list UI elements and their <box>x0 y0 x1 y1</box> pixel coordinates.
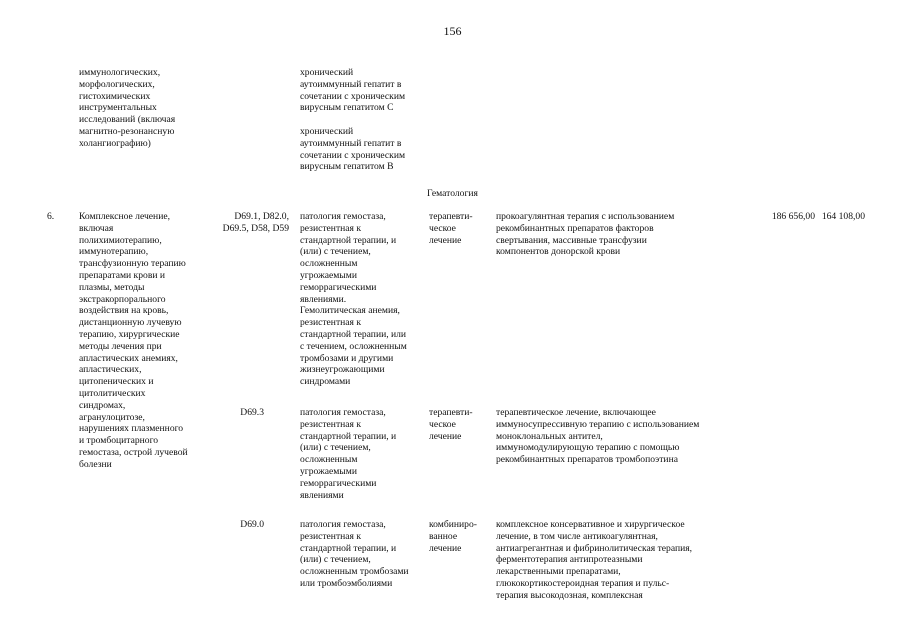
row-2-condition: патология гемостаза, резистентная к стандартной терапии, и (или) с течением, осложненным угрожаемыми геморрагическими явлениями <box>300 407 397 501</box>
row-1-codes: D69.1, D82.0, D69.5, D58, D59 <box>222 211 289 234</box>
row-2-type: терапевти- ческое лечение <box>429 407 473 442</box>
row-2-method: терапевтическое лечение, включающее иммуносупрессивную терапию с использованием моноклональных антител, иммуномодулирующую терапию с помощью рекомбинантных препаратов тромбопоэтина <box>496 407 700 466</box>
row-3-codes: D69.0 <box>240 519 264 530</box>
row-3-method: комплексное консервативное и хирургическое лечение, в том числе антикоагулянтная, антиагрегантная и фибринолитическая терапия, ферментотерапия антипротеазными лекарственными препаратами, глюкокортикостероидная терапия и пульс- терапия высокодозная, комплексная <box>496 519 693 601</box>
methods-continuation: иммунологических, морфологических, гистохимических инструментальных исследований (включая магнитно-резонансную холангиографию) <box>79 67 176 149</box>
entry-number: 6. <box>47 211 55 222</box>
row-1-method: прокоагулянтная терапия с использованием рекомбинантных препаратов факторов свертывания, массивные трансфузии компонентов донорской крови <box>496 211 675 258</box>
conditions-continuation: хронический аутоиммунный гепатит в сочетании с хроническим вирусным гепатитом С хронический аутоиммунный гепатит в сочетании с хроническим вирусным гепатитом В <box>300 67 406 173</box>
section-title: Гематология <box>427 188 478 199</box>
row-3-type: комбиниро- ванное лечение <box>429 519 477 554</box>
price-1: 186 656,00 <box>771 211 815 222</box>
row-1-type: терапевти- ческое лечение <box>429 211 473 246</box>
row-2-codes: D69.3 <box>240 407 264 418</box>
page-number: 156 <box>443 24 462 38</box>
price-2: 164 108,00 <box>821 211 865 222</box>
entry-description: Комплексное лечение, включая полихимиотерапию, иммунотерапию, трансфузионную терапию препаратами крови и плазмы, методы экстракорпорального воздействия на кровь, дистанционную лучевую терапию, хирургические методы лечения при апластических анемиях, апластических, цитопенических и цитолитических синдромах, агранулоцитозе, нарушениях плазменного и тромбоцитарного гемостаза, острой лучевой болезни <box>79 211 188 470</box>
row-1-condition: патология гемостаза, резистентная к стандартной терапии, и (или) с течением, осложненным угрожаемыми геморрагическими явлениями. Гемолитическая анемия, резистентная к стандартной терапии, или с течением, осложненным тромбозами и другими жизнеугрожающими синдромами <box>300 211 407 388</box>
row-3-condition: патология гемостаза, резистентная к стандартной терапии, и (или) с течением, осложненным тромбозами или тромбоэмболиями <box>300 519 409 589</box>
